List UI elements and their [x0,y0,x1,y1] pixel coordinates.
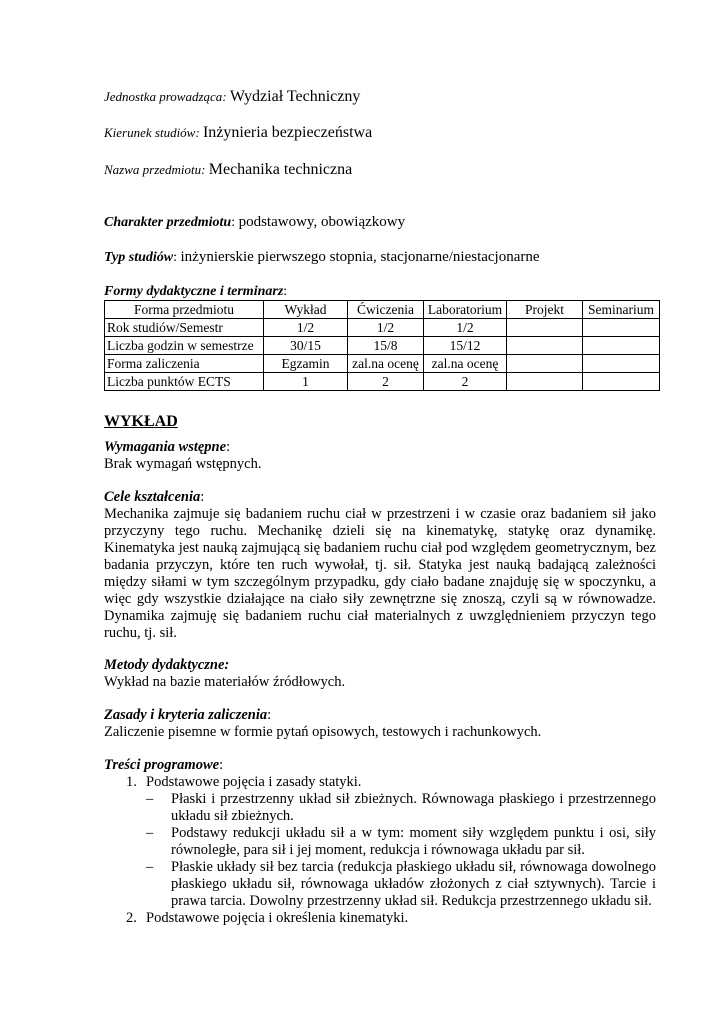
subject-line: Nazwa przedmiotu: Mechanika techniczna [104,161,353,178]
content-sublist [104,791,656,910]
table-cell: 1/2 [264,319,348,337]
table-cell: Egzamin [264,355,348,373]
table-cell [507,337,583,355]
methods-section [104,657,656,691]
unit-label: Jednostka prowadząca [104,89,223,104]
rules-section: Zasady i kryteria zaliczenia: Zaliczenie pisemne w formie pytań opisowych, testowych i rachunkowych. [104,707,656,741]
field-value: Inżynieria bezpieczeństwa [202,124,373,141]
lecture-title: WYKŁAD [104,413,178,430]
table-cell [583,373,660,391]
rules-text: Zaliczenie pisemne w formie pytań opisowych, testowych i rachunkowych. [104,724,542,740]
type-label: Typ studiów [104,250,174,265]
content-label: Treści programowe [104,757,220,773]
table-header-cell: Wykład [264,301,348,319]
table-cell [507,373,583,391]
table-header-cell: Laboratorium [424,301,507,319]
table-cell [583,337,660,355]
table-cell: 1/2 [348,319,424,337]
goals-section: Cele kształcenia: Mechanika zajmuje się badaniem ruchu ciał w przestrzeni i w czasie oraz badaniem sił jako przyczyny tego ruchu. Mechanikę dzieli się na kinematykę, statykę oraz dynamikę. Kinematyka jest nauką zajmującą się badaniem ruchu ciał pod względem geometrycznym, bez badania przyczyn, które ten ruch wywołał, tj. sił. Statyka jest nauką badającą zależności między siłami w tym szczególnym przypadku, gdy ciało badane znajduję się w spoczynku, a więc gdy wszystkie działające na ciało siły zewnętrzne się znoszą, czyli są w równowadze. Dynamika zajmuję się badaniem ruchu ciał materialnych z uwzględnieniem przyczyn tego ruchu, tj. sił. [104,489,656,641]
prereq-label: Wymagania wstępne [104,439,227,455]
methods-text: Wykład na bazie materiałów źródłowych. [104,674,346,690]
table-cell: Liczba godzin w semestrze [105,337,264,355]
table-cell [507,355,583,373]
character-line: Charakter przedmiotu: podstawowy, obowiązkowy [104,214,406,230]
subject-label: Nazwa przedmiotu [104,162,202,177]
table-row [105,355,660,373]
field-line: Kierunek studiów: Inżynieria bezpieczeństwa [104,124,373,141]
list-item: 1. Podstawowe pojęcia i zasady statyki. [126,774,362,790]
table-cell: zal.na ocenę [424,355,507,373]
unit-line: Jednostka prowadząca: Wydział Techniczny [104,88,361,105]
table-header-cell: Forma przedmiotu [105,301,264,319]
table-cell: 15/12 [424,337,507,355]
field-label: Kierunek studiów [104,125,196,140]
methods-label: Metody dydaktyczne: [104,657,230,673]
unit-value: Wydział Techniczny [229,88,361,105]
table-header-cell: Projekt [507,301,583,319]
list-item: – Płaski i przestrzenny układ sił zbieżnych. Równowaga płaskiego i przestrzennego układu sił zbieżnych. [146,791,656,824]
list-item: – Podstawy redukcji układu sił a w tym: moment siły względem punktu i osi, siły równoległe, para sił i jej moment, redukcja i równowaga układu par sił. [146,825,656,858]
list-item: 2. Podstawowe pojęcia i określenia kinematyki. [126,910,409,926]
table-cell [583,319,660,337]
goals-label: Cele kształcenia [104,489,201,505]
table-cell: 15/8 [348,337,424,355]
content-list-2 [104,910,656,927]
table-header-row [105,301,660,319]
forms-line: Formy dydaktyczne i terminarz: [104,284,288,299]
table-cell: 2 [424,373,507,391]
table-cell: 30/15 [264,337,348,355]
table-row [105,373,660,391]
table-cell: 2 [348,373,424,391]
rules-label: Zasady i kryteria zaliczenia [104,707,268,723]
subject-value: Mechanika techniczna [208,161,353,178]
goals-text: Mechanika zajmuje się badaniem ruchu ciał w przestrzeni i w czasie oraz badaniem sił jako przyczyny tego ruchu. Mechanikę dzieli się na kinematykę, statykę oraz dynamikę. Kinematyka jest nauką zajmującą się badaniem ruchu ciał pod względem geometrycznym, bez badania przyczyn, które ten ruch wywołał, tj. sił. Statyka jest nauką badającą zależności między siłami w tym szczególnym przypadku, gdy ciało badane znajduję się w spoczynku, a więc gdy wszystkie działające na ciało siły zewnętrzne się znoszą, czyli są w równowadze. Dynamika zajmuję się badaniem ruchu ciał materialnych z uwzględnieniem przyczyn tego ruchu, tj. sił. [104,506,656,641]
table-cell: Rok studiów/Semestr [105,319,264,337]
table-row [105,319,660,337]
table-cell: Forma zaliczenia [105,355,264,373]
content-section: Treści programowe: 1. Podstawowe pojęcia i zasady statyki. – Płaski i przestrzenny układ sił zbieżnych. Równowaga płaskiego i przestrzennego układu sił zbieżnych. – Podstawy redukcji układu sił a w tym: moment siły względem punktu i osi, siły równoległe, para sił i jej moment, redukcja i równowaga układu par sił. – Płaskie układy sił bez tarcia (redukcja płaskiego układu sił, równowaga dowolnego płaskiego układu sił, równowaga układów złożonych z ciał sztywnych). Tarcie i prawa tarcia. Dowolny przestrzenny układ sił. Redukcja przestrzennego układu sił. 2. Podstawowe pojęcia i określenia kinematyki. [104,757,656,926]
type-line: Typ studiów: inżynierskie pierwszego stopnia, stacjonarne/niestacjonarne [104,249,540,265]
table-cell: 1/2 [424,319,507,337]
character-label: Charakter przedmiotu [104,215,232,230]
table-cell [583,355,660,373]
table-cell [507,319,583,337]
table-cell: Liczba punktów ECTS [105,373,264,391]
schedule-table [104,300,660,391]
table-cell: 1 [264,373,348,391]
forms-label: Formy dydaktyczne i terminarz [104,284,284,299]
table-header-cell: Seminarium [583,301,660,319]
table-header-cell: Ćwiczenia [348,301,424,319]
type-value: inżynierskie pierwszego stopnia, stacjonarne/niestacjonarne [180,249,540,265]
prereq-text: Brak wymagań wstępnych. [104,456,262,472]
prereq-section: Wymagania wstępne: Brak wymagań wstępnych. [104,439,656,473]
table-row [105,337,660,355]
list-item: – Płaskie układy sił bez tarcia (redukcja płaskiego układu sił, równowaga dowolnego płaskiego układu sił, równowaga układów złożonych z ciał sztywnych). Tarcie i prawa tarcia. Dowolny przestrzenny układ sił. Redukcja przestrzennego układu sił. [146,859,656,909]
character-value: podstawowy, obowiązkowy [238,214,406,230]
table-cell: zal.na ocenę [348,355,424,373]
content-list [104,774,656,791]
